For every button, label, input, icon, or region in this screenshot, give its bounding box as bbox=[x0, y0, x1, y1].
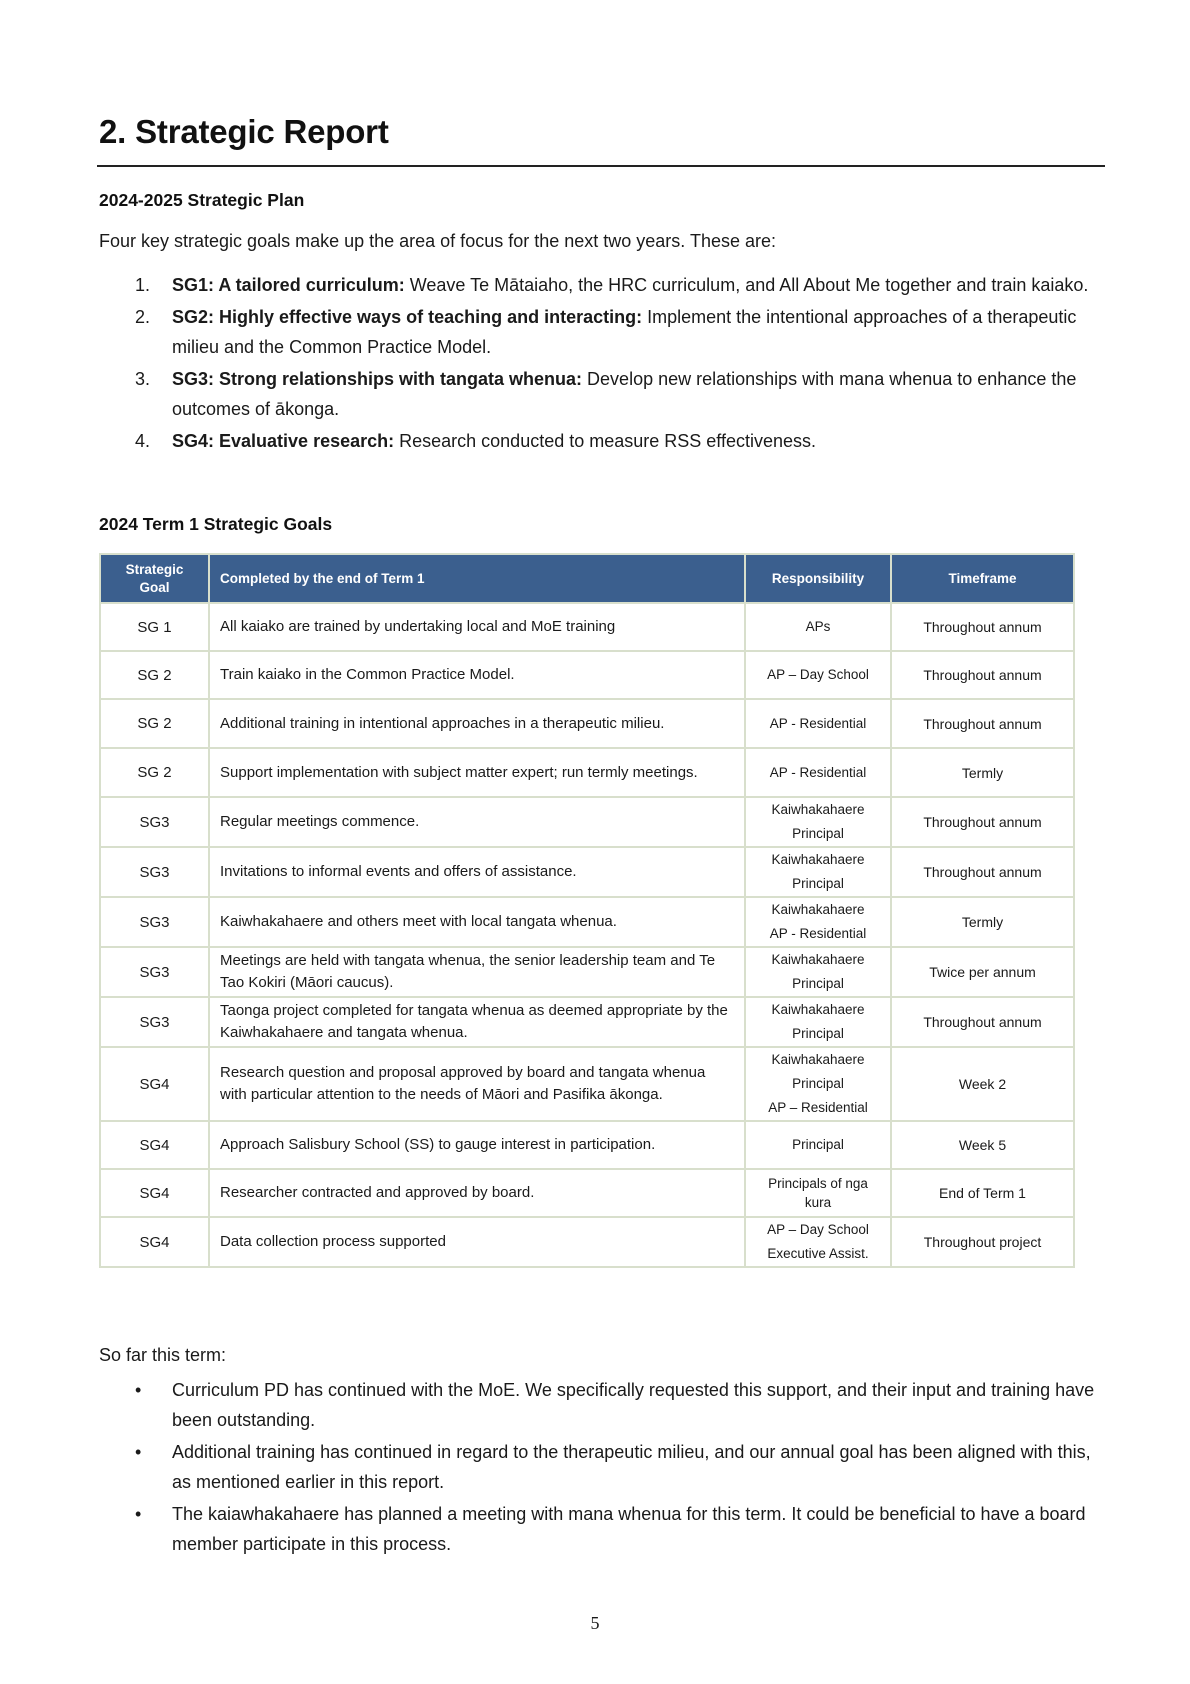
cell-completed: Meetings are held with tangata whenua, the senior leadership team and Te Tao Kokiri (Māori caucus). bbox=[209, 947, 745, 997]
table-row bbox=[100, 1121, 1074, 1169]
cell-goal: SG4 bbox=[100, 1047, 209, 1121]
cell-timeframe: Termly bbox=[891, 748, 1074, 797]
table-body bbox=[100, 603, 1074, 1267]
cell-completed: Support implementation with subject matter expert; run termly meetings. bbox=[209, 748, 745, 797]
goal-title: SG3: Strong relationships with tangata whenua: bbox=[172, 369, 583, 389]
cell-goal: SG 2 bbox=[100, 699, 209, 748]
cell-timeframe: Throughout annum bbox=[891, 603, 1074, 651]
cell-responsibility bbox=[745, 1217, 891, 1267]
cell-completed: Approach Salisbury School (SS) to gauge interest in participation. bbox=[209, 1121, 745, 1169]
table-row bbox=[100, 699, 1074, 748]
responsibility-line: Principal bbox=[792, 976, 844, 991]
cell-timeframe: End of Term 1 bbox=[891, 1169, 1074, 1217]
cell-responsibility bbox=[745, 1121, 891, 1169]
strategic-goal-item bbox=[99, 426, 1099, 456]
responsibility-line: Kaiwhakahaere bbox=[771, 852, 865, 867]
goal-title: SG1: A tailored curriculum: bbox=[172, 275, 405, 295]
table-row bbox=[100, 651, 1074, 699]
cell-completed: Additional training in intentional approaches in a therapeutic milieu. bbox=[209, 699, 745, 748]
cell-goal: SG3 bbox=[100, 897, 209, 947]
goal-title: SG4: Evaluative research: bbox=[172, 431, 395, 451]
cell-responsibility bbox=[745, 603, 891, 651]
plan-intro: Four key strategic goals make up the area of focus for the next two years. These are: bbox=[99, 231, 777, 251]
goal-description: Weave Te Mātaiaho, the HRC curriculum, and All About Me together and train kaiako. bbox=[404, 275, 1089, 295]
goal-title: SG2: Highly effective ways of teaching and interacting: bbox=[172, 307, 643, 327]
goal-number: 2. bbox=[135, 307, 151, 327]
progress-text: The kaiawhakahaere has planned a meeting with mana whenua for this term. It could be beneficial to have a board member participate in this process. bbox=[172, 1504, 1086, 1554]
responsibility-line: AP – Day School bbox=[767, 1222, 869, 1237]
cell-goal: SG4 bbox=[100, 1121, 209, 1169]
table-row bbox=[100, 603, 1074, 651]
responsibility-line: AP - Residential bbox=[769, 926, 867, 941]
responsibility-line: AP – Day School bbox=[767, 667, 869, 682]
cell-completed: Research question and proposal approved by board and tangata whenua with particular attention to the needs of Māori and Pasifika ākonga. bbox=[209, 1047, 745, 1121]
table-row bbox=[100, 748, 1074, 797]
cell-completed: Kaiwhakahaere and others meet with local tangata whenua. bbox=[209, 897, 745, 947]
cell-responsibility bbox=[745, 1047, 891, 1121]
cell-timeframe: Termly bbox=[891, 897, 1074, 947]
goal-number: 4. bbox=[135, 431, 151, 451]
cell-timeframe: Throughout annum bbox=[891, 651, 1074, 699]
cell-goal: SG4 bbox=[100, 1217, 209, 1267]
bullet-icon: • bbox=[135, 1504, 142, 1524]
progress-intro: So far this term: bbox=[99, 1345, 227, 1365]
goal-description: Develop new relationships with mana whenua to enhance the outcomes of ākonga. bbox=[172, 369, 1077, 419]
term-goals-table bbox=[99, 553, 1075, 1268]
responsibility-line: APs bbox=[805, 619, 831, 634]
responsibility-line: Kaiwhakahaere bbox=[771, 1052, 865, 1067]
cell-completed: Regular meetings commence. bbox=[209, 797, 745, 847]
table-header-row bbox=[100, 554, 1074, 603]
responsibility-line: Kaiwhakahaere bbox=[771, 902, 865, 917]
goal-number: 1. bbox=[135, 275, 151, 295]
cell-goal: SG4 bbox=[100, 1169, 209, 1217]
cell-completed: Train kaiako in the Common Practice Model. bbox=[209, 651, 745, 699]
page-number: 5 bbox=[590, 1613, 600, 1633]
cell-timeframe: Week 5 bbox=[891, 1121, 1074, 1169]
cell-goal: SG 2 bbox=[100, 748, 209, 797]
progress-item bbox=[99, 1499, 1099, 1559]
cell-goal: SG 1 bbox=[100, 603, 209, 651]
term-goals-heading: 2024 Term 1 Strategic Goals bbox=[99, 514, 333, 534]
table-row bbox=[100, 847, 1074, 897]
responsibility-line: Principal bbox=[792, 826, 844, 841]
cell-goal: SG3 bbox=[100, 847, 209, 897]
cell-goal: SG 2 bbox=[100, 651, 209, 699]
cell-timeframe: Throughout annum bbox=[891, 699, 1074, 748]
cell-goal: SG3 bbox=[100, 797, 209, 847]
goal-number: 3. bbox=[135, 369, 151, 389]
table-row bbox=[100, 797, 1074, 847]
progress-item bbox=[99, 1437, 1099, 1497]
cell-responsibility bbox=[745, 1169, 891, 1217]
column-header-timeframe: Timeframe bbox=[891, 554, 1074, 603]
responsibility-line: AP - Residential bbox=[769, 764, 867, 780]
cell-completed: Invitations to informal events and offers of assistance. bbox=[209, 847, 745, 897]
cell-responsibility bbox=[745, 651, 891, 699]
cell-responsibility bbox=[745, 947, 891, 997]
bullet-icon: • bbox=[135, 1442, 142, 1462]
cell-timeframe: Throughout annum bbox=[891, 997, 1074, 1047]
table-row bbox=[100, 997, 1074, 1047]
responsibility-line: AP - Residential bbox=[769, 715, 867, 731]
cell-timeframe: Throughout project bbox=[891, 1217, 1074, 1267]
cell-completed: Researcher contracted and approved by board. bbox=[209, 1169, 745, 1217]
table-row bbox=[100, 947, 1074, 997]
cell-goal: SG3 bbox=[100, 997, 209, 1047]
strategic-goal-item bbox=[99, 302, 1099, 362]
responsibility-line: Executive Assist. bbox=[767, 1246, 869, 1261]
cell-responsibility bbox=[745, 699, 891, 748]
responsibility-line: Principal bbox=[792, 1137, 844, 1152]
column-header-completed: Completed by the end of Term 1 bbox=[209, 554, 745, 603]
table-row bbox=[100, 1169, 1074, 1217]
cell-completed: All kaiako are trained by undertaking local and MoE training bbox=[209, 603, 745, 651]
cell-responsibility bbox=[745, 897, 891, 947]
cell-responsibility bbox=[745, 797, 891, 847]
responsibility-line: Kaiwhakahaere bbox=[771, 952, 865, 967]
cell-goal: SG3 bbox=[100, 947, 209, 997]
table-row bbox=[100, 1217, 1074, 1267]
responsibility-line: Principal bbox=[792, 1076, 844, 1091]
column-header-responsibility: Responsibility bbox=[745, 554, 891, 603]
cell-responsibility bbox=[745, 997, 891, 1047]
table-row bbox=[100, 1047, 1074, 1121]
bullet-icon: • bbox=[135, 1380, 142, 1400]
progress-item bbox=[99, 1375, 1099, 1435]
cell-timeframe: Week 2 bbox=[891, 1047, 1074, 1121]
strategic-goal-item bbox=[99, 364, 1099, 424]
progress-text: Additional training has continued in regard to the therapeutic milieu, and our annual goal has been aligned with this, as mentioned earlier in this report. bbox=[172, 1442, 1091, 1492]
cell-responsibility bbox=[745, 847, 891, 897]
cell-timeframe: Throughout annum bbox=[891, 797, 1074, 847]
cell-timeframe: Throughout annum bbox=[891, 847, 1074, 897]
progress-text: Curriculum PD has continued with the MoE. We specifically requested this support, and their input and training have been outstanding. bbox=[172, 1380, 1095, 1430]
goal-description: Research conducted to measure RSS effectiveness. bbox=[394, 431, 817, 451]
responsibility-line: Kaiwhakahaere bbox=[771, 802, 865, 817]
cell-completed: Data collection process supported bbox=[209, 1217, 745, 1267]
strategic-goal-list bbox=[99, 270, 1099, 458]
responsibility-line: Principal bbox=[792, 1026, 844, 1041]
responsibility-line: AP – Residential bbox=[768, 1100, 868, 1115]
strategic-goal-item bbox=[99, 270, 1099, 300]
goal-description: Implement the intentional approaches of a therapeutic milieu and the Common Practice Model. bbox=[172, 307, 1077, 357]
column-header-goal: Strategic Goal bbox=[100, 554, 209, 603]
cell-responsibility bbox=[745, 748, 891, 797]
progress-list bbox=[99, 1375, 1099, 1561]
title-divider bbox=[97, 165, 1105, 167]
plan-heading: 2024-2025 Strategic Plan bbox=[99, 190, 305, 210]
cell-timeframe: Twice per annum bbox=[891, 947, 1074, 997]
cell-completed: Taonga project completed for tangata whenua as deemed appropriate by the Kaiwhakahaere and tangata whenua. bbox=[209, 997, 745, 1047]
responsibility-line: Principals of nga kura bbox=[768, 1176, 868, 1210]
page-title: 2. Strategic Report bbox=[99, 113, 389, 150]
table-row bbox=[100, 897, 1074, 947]
responsibility-line: Principal bbox=[792, 876, 844, 891]
responsibility-line: Kaiwhakahaere bbox=[771, 1002, 865, 1017]
